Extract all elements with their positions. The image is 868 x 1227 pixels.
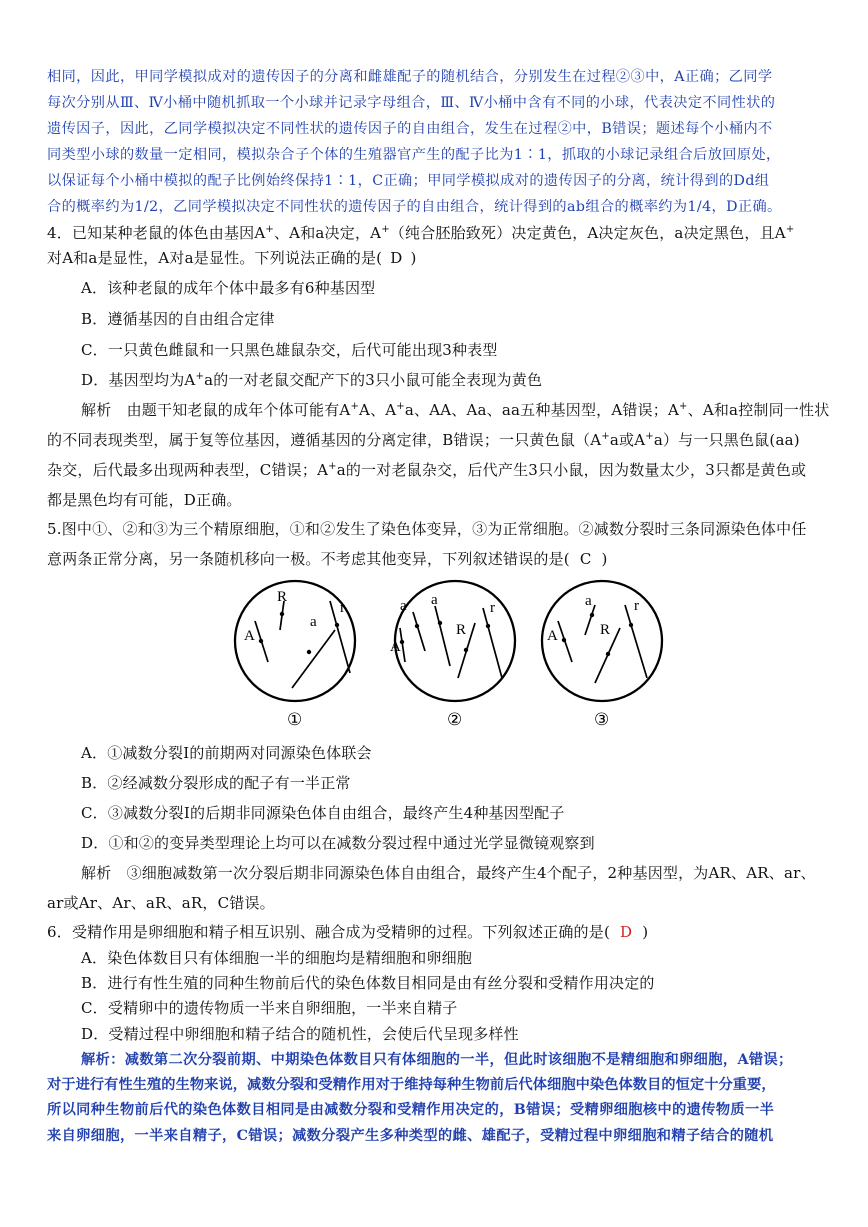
q6-option-b: B．进行有性生殖的同种生物前后代的染色体数目相同是由有丝分裂和受精作用决定的 [81, 974, 655, 992]
q4-explanation-line-4: 都是黑色均有可能，D正确。 [47, 491, 242, 509]
q4-explanation-line-3: 杂交，后代最多出现两种表型，C错误；A+a的一对老鼠杂交，后代产生3只小鼠，因为数量太少，3只都是黄色或 [47, 461, 807, 479]
q6-option-d: D．受精过程中卵细胞和精子结合的随机性，会使后代呈现多样性 [81, 1025, 519, 1043]
q6-explanation-line-3: 所以同种生物前后代的染色体数目相同是由减数分裂和受精作用决定的，B错误；受精卵细胞核中的遗传物质一半 [47, 1102, 775, 1118]
cell-2 [390, 581, 515, 729]
chromosome [292, 630, 335, 688]
q4-option-c: C．一只黄色雌鼠和一只黑色雄鼠杂交，后代可能出现3种表型 [81, 341, 498, 359]
chromosome [413, 612, 425, 651]
q5-option-a: A．①减数分裂Ⅰ的前期两对同源染色体联会 [81, 744, 372, 762]
gene-label: a [585, 593, 592, 609]
q5-explanation-line-1: 解析 ③细胞减数第一次分裂后期非同源染色体自由组合，最终产生4个配子，2种基因型，为AR、AR、ar、 [81, 864, 816, 882]
gene-label: R [277, 589, 288, 605]
q5-answer: C [579, 550, 592, 568]
gene-label: a [431, 592, 438, 608]
prev-explanation-line-6: 合的概率约为1/2，乙同学模拟决定不同性状的遗传因子的自由组合，统计得到的ab组合的概率约为1/4，D正确。 [47, 199, 782, 215]
gene-label: r [340, 600, 345, 616]
centromere [606, 652, 610, 656]
cell-membrane [395, 581, 515, 701]
q4-explanation-line-2: 的不同表现类型，属于复等位基因，遵循基因的分离定律，B错误；一只黄色鼠（A+a或A+a）与一只黑色鼠(aa) [47, 431, 800, 449]
prev-explanation-line-4: 同类型小球的数量一定相同，模拟杂合子个体的生殖器官产生的配子比为1∶1，抓取的小球记录组合后放回原处， [47, 147, 781, 163]
chromosome [435, 606, 450, 666]
cell-label: ② [447, 710, 463, 729]
prev-explanation-line-3: 遗传因子，因此，乙同学模拟决定不同性状的遗传因子的自由组合，发生在过程②中，B错误；题述每个小桶内不 [47, 121, 773, 137]
centromere [590, 613, 594, 617]
gene-label: a [400, 598, 407, 614]
q5-stem-line-1: 5.图中①、②和③为三个精原细胞，①和②发生了染色体变异，③为正常细胞。②减数分裂时三条同源染色体中任 [47, 520, 807, 538]
chromosome [585, 605, 595, 635]
q5-option-d: D．①和②的变异类型理论上均可以在减数分裂过程中通过光学显微镜观察到 [81, 834, 595, 852]
q6-answer: D [620, 923, 633, 941]
q6-stem: 6．受精作用是卵细胞和精子相互识别、融合成为受精卵的过程。下列叙述正确的是( D ) [47, 923, 649, 941]
q4-option-a: A．该种老鼠的成年个体中最多有6种基因型 [81, 279, 376, 297]
q5-option-c: C．③减数分裂Ⅰ的后期非同源染色体自由组合，最终产生4种基因型配子 [81, 804, 565, 822]
q4-option-b: B．遵循基因的自由组合定律 [81, 310, 275, 328]
centromere [307, 650, 311, 654]
gene-label: A [547, 628, 558, 644]
centromere [438, 621, 442, 625]
centromere [486, 624, 490, 628]
cell-3 [542, 581, 662, 729]
gene-label: a [310, 614, 317, 630]
q4-stem-line-1: 4．已知某种老鼠的体色由基因A+、A和a决定，A+（纯合胚胎致死）决定黄色，A决定灰色，a决定黑色，且A+ [47, 224, 795, 242]
q6-option-a: A．染色体数目只有体细胞一半的细胞均是精细胞和卵细胞 [81, 949, 473, 967]
q4-option-d: D．基因型均为A+a的一对老鼠交配产下的3只小鼠可能全表现为黄色 [81, 371, 543, 389]
cell-label: ③ [594, 710, 610, 729]
chromosome [483, 608, 502, 678]
gene-label: r [490, 600, 495, 616]
q6-explanation-line-4: 来自卵细胞，一半来自精子，C错误；减数分裂产生多种类型的雌、雄配子，受精过程中卵细胞和精子结合的随机 [47, 1128, 774, 1144]
centromere [629, 623, 633, 627]
chromosome [625, 605, 647, 678]
cell-label: ① [287, 710, 303, 729]
gene-label: A [244, 628, 255, 644]
q4-answer: D [390, 249, 403, 267]
q4-explanation-line-1: 解析 由题干知老鼠的成年个体可能有A+A、A+a、AA、Aa、aa五种基因型，A错误；A+、A和a控制同一性状 [81, 401, 830, 419]
q6-explanation-line-1: 解析：减数第二次分裂前期、中期染色体数目只有体细胞的一半，但此时该细胞不是精细胞和卵细胞，A错误； [81, 1052, 793, 1068]
prev-explanation-line-1: 相同，因此，甲同学模拟成对的遗传因子的分离和雌雄配子的随机结合，分别发生在过程②③中，A正确；乙同学 [47, 69, 773, 85]
cell-membrane [542, 581, 662, 701]
q6-option-c: C．受精卵中的遗传物质一半来自卵细胞，一半来自精子 [81, 999, 458, 1017]
centromere [335, 623, 339, 627]
cell-1 [235, 581, 355, 729]
centromere [562, 638, 566, 642]
q5-option-b: B．②经减数分裂形成的配子有一半正常 [81, 774, 351, 792]
q6-explanation-line-2: 对于进行有性生殖的生物来说，减数分裂和受精作用对于维持每种生物前后代体细胞中染色体数目的恒定十分重要， [47, 1077, 776, 1093]
q5-cell-diagrams [220, 568, 680, 738]
gene-label: A [390, 639, 401, 655]
centromere [280, 612, 284, 616]
q4-stem-line-2: 对A和a是显性，A对a是显性。下列说法正确的是( D ) [47, 249, 417, 267]
centromere [464, 648, 468, 652]
centromere [415, 624, 419, 628]
q5-explanation-line-2: ar或Ar、Ar、aR、aR，C错误。 [47, 894, 275, 912]
gene-label: R [456, 622, 467, 638]
gene-label: R [600, 622, 611, 638]
prev-explanation-line-5: 以保证每个小桶中模拟的配子比例始终保持1∶1，C正确；甲同学模拟成对的遗传因子的分离，统计得到的Dd组 [47, 173, 770, 189]
q5-stem-line-2: 意两条正常分离，另一条随机移向一极。不考虑其他变异，下列叙述错误的是( C ) [47, 550, 608, 568]
prev-explanation-line-2: 每次分别从Ⅲ、Ⅳ小桶中随机抓取一个小球并记录字母组合，Ⅲ、Ⅳ小桶中含有不同的小球，代表决定不同性状的 [47, 95, 776, 111]
centromere [259, 639, 263, 643]
gene-label: r [634, 598, 639, 614]
